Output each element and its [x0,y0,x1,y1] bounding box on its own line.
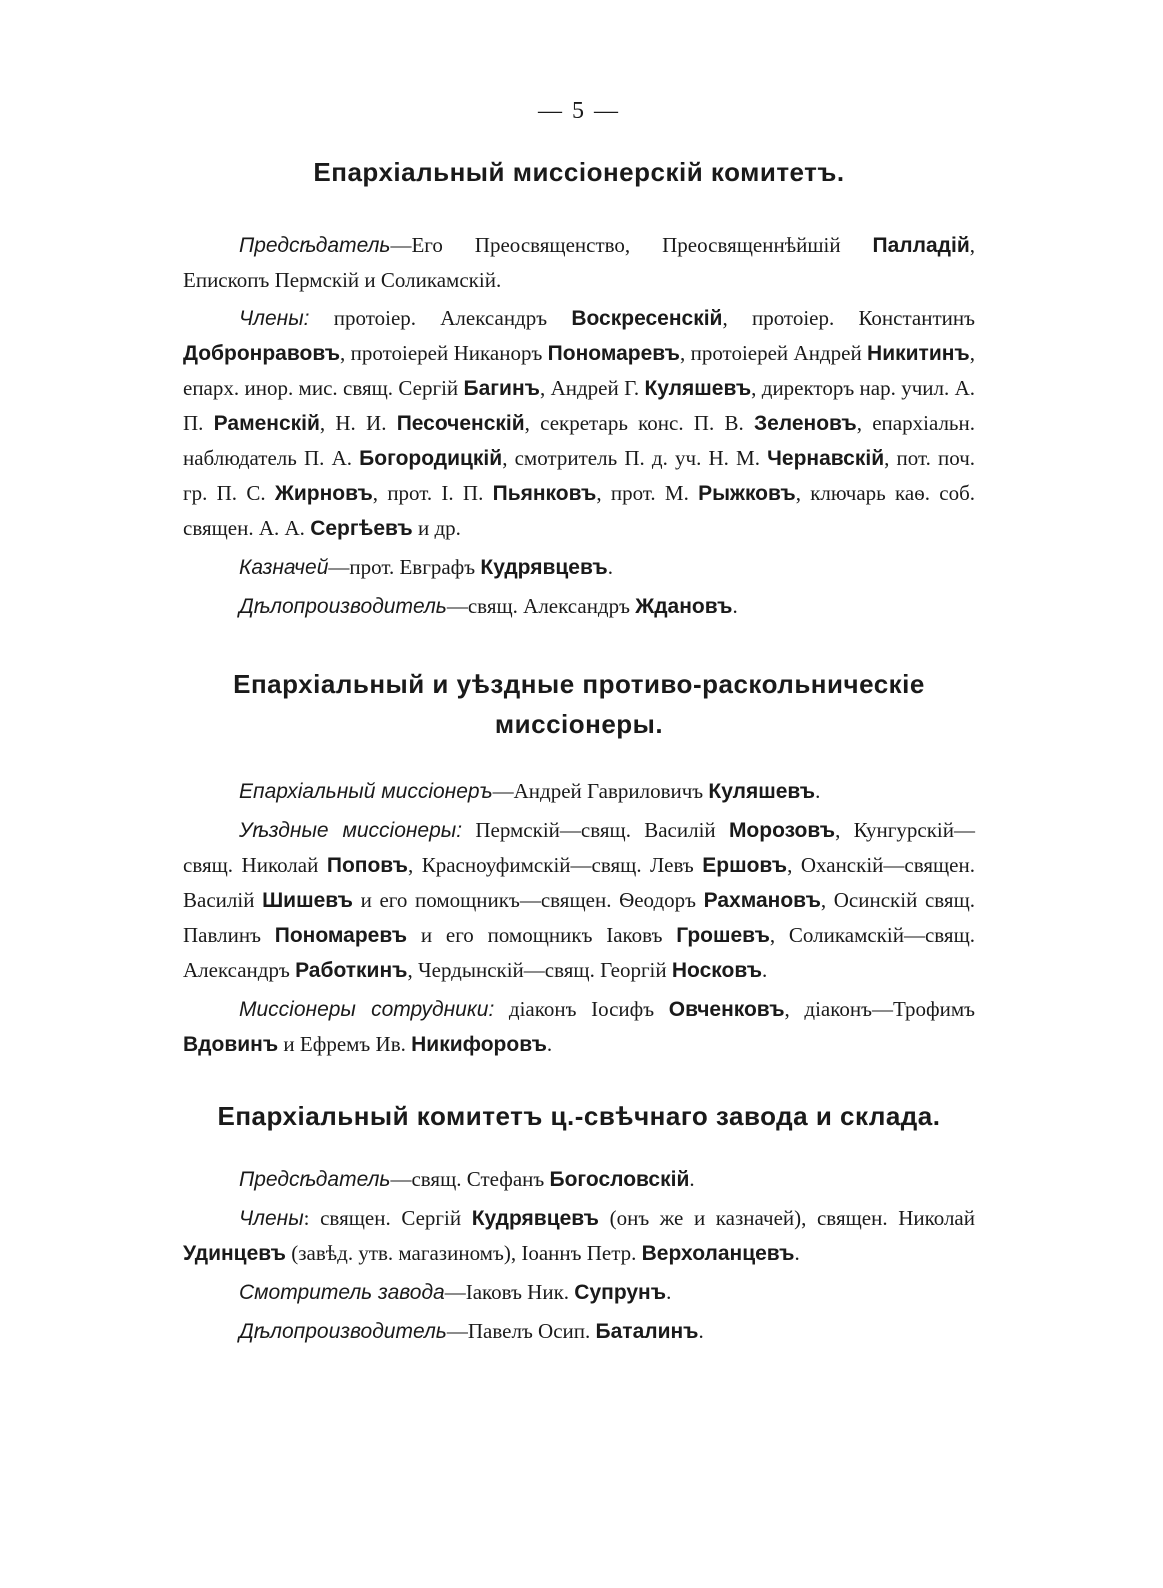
person-name: Морозовъ [728,819,836,842]
person-name: Палладій [872,234,970,257]
person-name: Поповъ [326,854,408,877]
person-name: Кудрявцевъ [471,1207,599,1230]
person-name: Жирновъ [274,482,373,505]
paragraph-district-missionaries [183,813,975,988]
person-name: Никифоровъ [411,1033,547,1056]
role-label: Миссіонеры сотрудники: [239,998,495,1021]
person-name: Песоченскій [396,412,525,435]
paragraph-chairman [183,1162,975,1197]
paragraph-members [183,1201,975,1271]
text: , Осинскій свящ. Павлинъ [183,888,975,947]
person-name: Куляшевъ [708,780,816,803]
role-label: Предсѣдатель [239,1168,391,1191]
person-name: Грошевъ [676,924,770,947]
text: , смотритель П. д. уч. Н. М. [502,446,768,470]
paragraph-treasurer [183,550,975,585]
text: , пот. поч. гр. П. С. [183,446,976,505]
text: . [666,1280,672,1304]
person-name: Никитинъ [867,342,970,365]
person-name: Добронравовъ [183,342,341,365]
person-name: Удинцевъ [183,1242,286,1265]
person-name: Воскресенскій [571,307,723,330]
person-name: Пономаревъ [547,342,680,365]
person-name: Багинъ [463,377,540,400]
paragraph-members [183,301,975,546]
section-anti-schism-missionaries [183,664,975,1062]
text: —Его Преосвященство, Преосвященнѣйшій [390,233,873,257]
role-label: Епархіальный миссіонеръ [239,780,493,803]
text: . [732,594,738,618]
text: , епархіальн. наблюдатель П. А. [183,411,975,470]
text: Пермскій—свящ. Василій [462,818,729,842]
text: , ключарь каѳ. соб. священ. А. А. [183,481,976,540]
paragraph-diocesan-missionary [183,774,975,809]
section-title-line-1: Епархіальный и уѣздные противо-раскольническіе [233,669,925,699]
role-label: Уѣздные миссіонеры: [239,819,463,842]
text: протоіер. Александръ [309,306,572,330]
text: и Ефремъ Ив. [278,1032,412,1056]
text: —Павелъ Осип. [446,1319,596,1343]
text: , діаконъ—Трофимъ [784,997,975,1021]
person-name: Чернавскій [767,447,885,470]
person-name: Носковъ [671,959,763,982]
text: , епарх. инор. мис. свящ. Сергій [183,341,975,400]
person-name: Рыжковъ [698,482,796,505]
section-title: Епархіальный миссіонерскій комитетъ. [313,157,845,187]
person-name: Шишевъ [262,889,353,912]
section-title-line-2: миссіонеры. [494,709,664,739]
person-name: Овченковъ [668,998,785,1021]
section-title [183,664,975,744]
text: : священ. Сергій [303,1206,472,1230]
paragraph-clerk [183,589,975,624]
person-name: Ждановъ [635,595,733,618]
text: , протоіерей Андрей [679,341,868,365]
paragraph-clerk [183,1314,975,1349]
text: , Андрей Г. [539,376,645,400]
text: , протоіерей Никаноръ [340,341,548,365]
role-label: Члены: [239,307,310,330]
role-label: Дѣлопроизводитель [239,1320,447,1343]
text: , Чердынскій—свящ. Георгій [407,958,672,982]
paragraph-chairman [183,228,975,297]
person-name: Ершовъ [702,854,788,877]
text: и его помощникъ—священ. Ѳеодоръ [352,888,704,912]
text: , Соликамскій—свящ. Александръ [183,923,976,982]
text: . [815,779,821,803]
role-label: Члены [239,1207,304,1230]
person-name: Рахмановъ [703,889,821,912]
text: , секретарь конс. П. В. [524,411,754,435]
person-name: Богородицкій [359,447,503,470]
person-name: Баталинъ [595,1320,699,1343]
text: , Н. И. [319,411,397,435]
person-name: Сергѣевъ [310,517,413,540]
person-name: Пономаревъ [274,924,408,947]
person-name: Кудрявцевъ [480,556,608,579]
person-name: Куляшевъ [644,377,752,400]
text: , Красноуфимскій—свящ. Левъ [407,853,703,877]
role-label: Казначей [239,556,329,579]
section-missionary-committee [183,152,975,624]
person-name: Работкинъ [295,959,408,982]
text: . [689,1167,695,1191]
page-number: — 5 — [538,98,620,124]
text: —прот. Евграфъ [328,555,481,579]
text: . [794,1241,800,1265]
text: , Оханскій—священ. Василій [183,853,975,912]
person-name: Богословскій [549,1168,690,1191]
person-name: Вдовинъ [183,1033,279,1056]
text: (онъ же и казначей), священ. Николай [599,1206,975,1230]
person-name: Зеленовъ [753,412,857,435]
person-name: Раменскій [213,412,320,435]
person-name: Верхоланцевъ [641,1242,795,1265]
section-candle-factory-committee [183,1096,975,1349]
text: , Кунгурскій—свящ. Николай [183,818,975,877]
text: , прот. І. П. [372,481,493,505]
text: . [607,555,613,579]
text: . [762,958,768,982]
text: , протоіер. Константинъ [722,306,975,330]
role-label: Смотритель завода [239,1281,445,1304]
text: и его помощникъ Іаковъ [407,923,677,947]
paragraph-missionary-assistants [183,992,975,1062]
text: —Андрей Гавриловичъ [492,779,709,803]
role-label: Дѣлопроизводитель [239,595,447,618]
text: —свящ. Александръ [446,594,636,618]
text: . [698,1319,704,1343]
text: діаконъ Іосифъ [494,997,669,1021]
text: и др. [412,516,461,540]
paragraph-factory-warden [183,1275,975,1310]
text: , Епископъ Пермскій и Соликамскій. [183,233,975,292]
text: . [546,1032,553,1056]
text: —свящ. Стефанъ [390,1167,550,1191]
person-name: Супрунъ [574,1281,667,1304]
person-name: Пьянковъ [492,482,597,505]
role-label: Предсѣдатель [239,234,391,257]
text: —Іаковъ Ник. [444,1280,575,1304]
text: , директоръ нар. учил. А. П. [183,376,976,435]
section-title: Епархіальный комитетъ ц.-свѣчнаго завода и склада. [217,1101,941,1131]
text: , прот. М. [596,481,699,505]
text: (завѣд. утв. магазиномъ), Іоаннъ Петр. [285,1241,642,1265]
